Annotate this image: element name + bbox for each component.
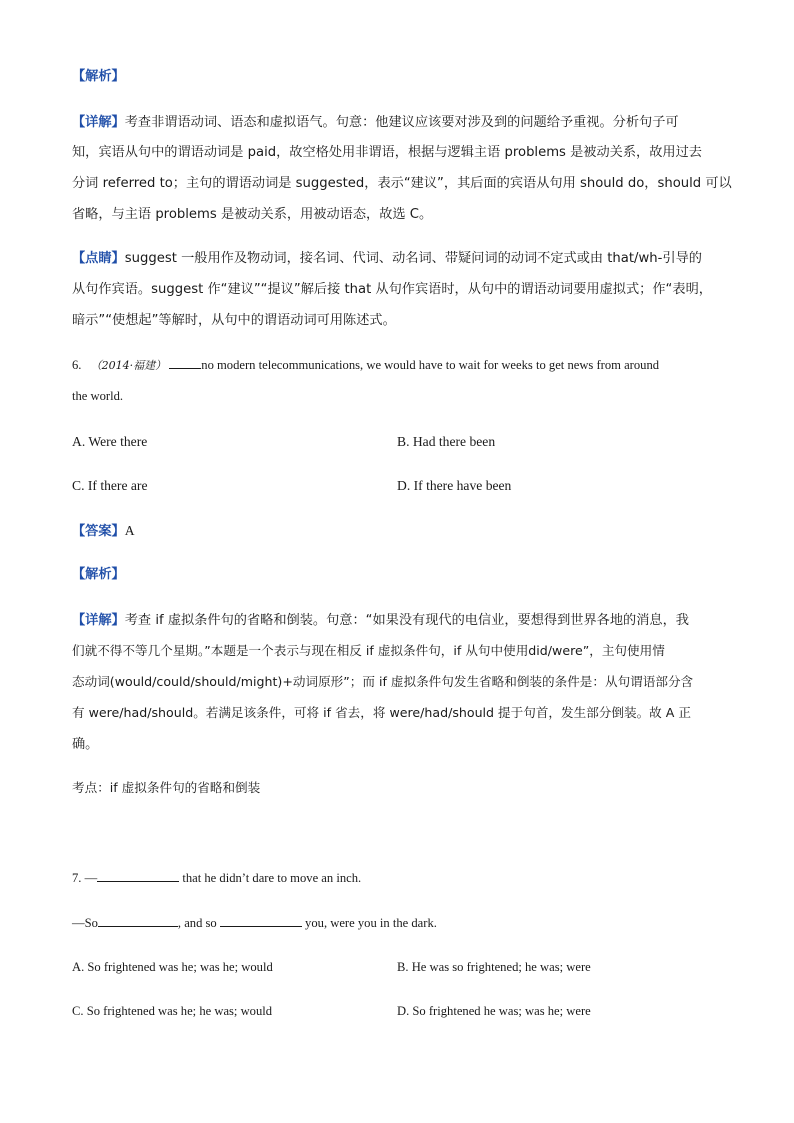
q7-option-d: D. So frightened he was; was he; were	[397, 1004, 591, 1018]
q6-option-b: B. Had there been	[397, 434, 496, 449]
q6-detail-tag: 【详解】	[72, 613, 125, 628]
q6-source: （2014·福建）	[90, 359, 167, 372]
q5-detail-tag: 【详解】	[72, 115, 125, 130]
q6-stem-line-2: the world.	[72, 389, 124, 403]
q7-blank-1	[97, 880, 179, 882]
q6-option-c: C. If there are	[72, 478, 148, 493]
q5-detail-text-1: 考查非谓语动词、语态和虚拟语气。句意：他建议应该要对涉及到的问题给予重视。分析句子可	[124, 115, 679, 130]
q6-detail-line-2: 们就不得不等几个星期。”本题是一个表示与现在相反 if 虚拟条件句，if 从句中使用did/were”，主句使用情	[72, 643, 665, 658]
q5-detail-line-2: 知，宾语从句中的谓语动词是 paid，故空格处用非谓语，根据与逻辑主语 problems 是被动关系，故用过去	[72, 145, 702, 160]
q7-option-c: C. So frightened was he; he was; would	[72, 1004, 273, 1018]
q5-tip-line-3: 暗示”“使想起”等解时，从句中的谓语动词可用陈述式。	[72, 313, 396, 328]
q7-stem-start: —So	[72, 916, 98, 930]
q5-detail-line-4: 省略，与主语 problems 是被动关系，用被动语态，故选 C。	[72, 207, 433, 222]
q6-number: 6.	[72, 358, 82, 372]
q7-stem-mid: , and so	[177, 916, 217, 930]
q7-stem-end: you, were you in the dark.	[305, 916, 437, 930]
q7-stem-line-1	[72, 872, 361, 885]
q6-detail-line-5: 确。	[72, 737, 99, 752]
q7-option-b: B. He was so frightened; he was; were	[397, 960, 591, 974]
q7-stem-line-2	[72, 917, 437, 930]
q6-detail-line-4: 有 were/had/should。若满足该条件，可将 if 省去，将 were/had/should 提于句首，发生部分倒装。故 A 正	[72, 705, 691, 720]
q7-number: 7. —	[72, 871, 98, 885]
q6-detail-line-1	[72, 614, 689, 627]
q6-stem-text: no modern telecommunications, we would have to wait for weeks to get news from around	[201, 358, 660, 372]
q7-stem-text-1: that he didn’t dare to move an inch.	[182, 871, 362, 885]
q6-detail-text-1: 考查 if 虚拟条件句的省略和倒装。句意：“如果没有现代的电信业，要想得到世界各地的消息，我	[124, 613, 689, 628]
q7-blank-3	[220, 925, 302, 927]
q6-option-a: A. Were there	[72, 434, 148, 449]
q5-tip-tag: 【点睛】	[72, 251, 125, 266]
q6-detail-line-3: 态动词(would/could/should/might)+动词原形”；而 if 虚拟条件句发生省略和倒装的条件是：从句谓语部分含	[72, 674, 694, 689]
q5-tip-text-1: suggest 一般用作及物动词，接名词、代词、动名词、带疑问词的动词不定式或由 that/wh-引导的	[124, 251, 702, 266]
q7-option-a: A. So frightened was he; was he; would	[72, 960, 273, 974]
q5-tip-line-1	[72, 252, 702, 265]
q6-stem-line-1	[72, 359, 659, 372]
q6-analysis-heading: 【解析】	[72, 567, 125, 582]
q5-analysis-heading: 【解析】	[72, 69, 125, 84]
q7-blank-2	[98, 925, 178, 927]
q5-detail-line-1	[72, 116, 679, 129]
q6-answer-tag: 【答案】	[72, 524, 125, 539]
q6-answer-line	[72, 524, 135, 538]
q5-detail-line-3: 分词 referred to；主句的谓语动词是 suggested，表示“建议”，其后面的宾语从句用 should do，should 可以	[72, 176, 732, 191]
q5-tip-line-2: 从句作宾语。suggest 作“建议”“提议”解后接 that 从句作宾语时，从句中的谓语动词要用虚拟式；作“表明，	[72, 282, 712, 297]
q6-answer-value: A	[124, 523, 135, 538]
q6-answer-blank	[169, 367, 201, 369]
q6-key-point: 考点：if 虚拟条件句的省略和倒装	[72, 780, 261, 795]
q6-option-d: D. If there have been	[397, 478, 512, 493]
